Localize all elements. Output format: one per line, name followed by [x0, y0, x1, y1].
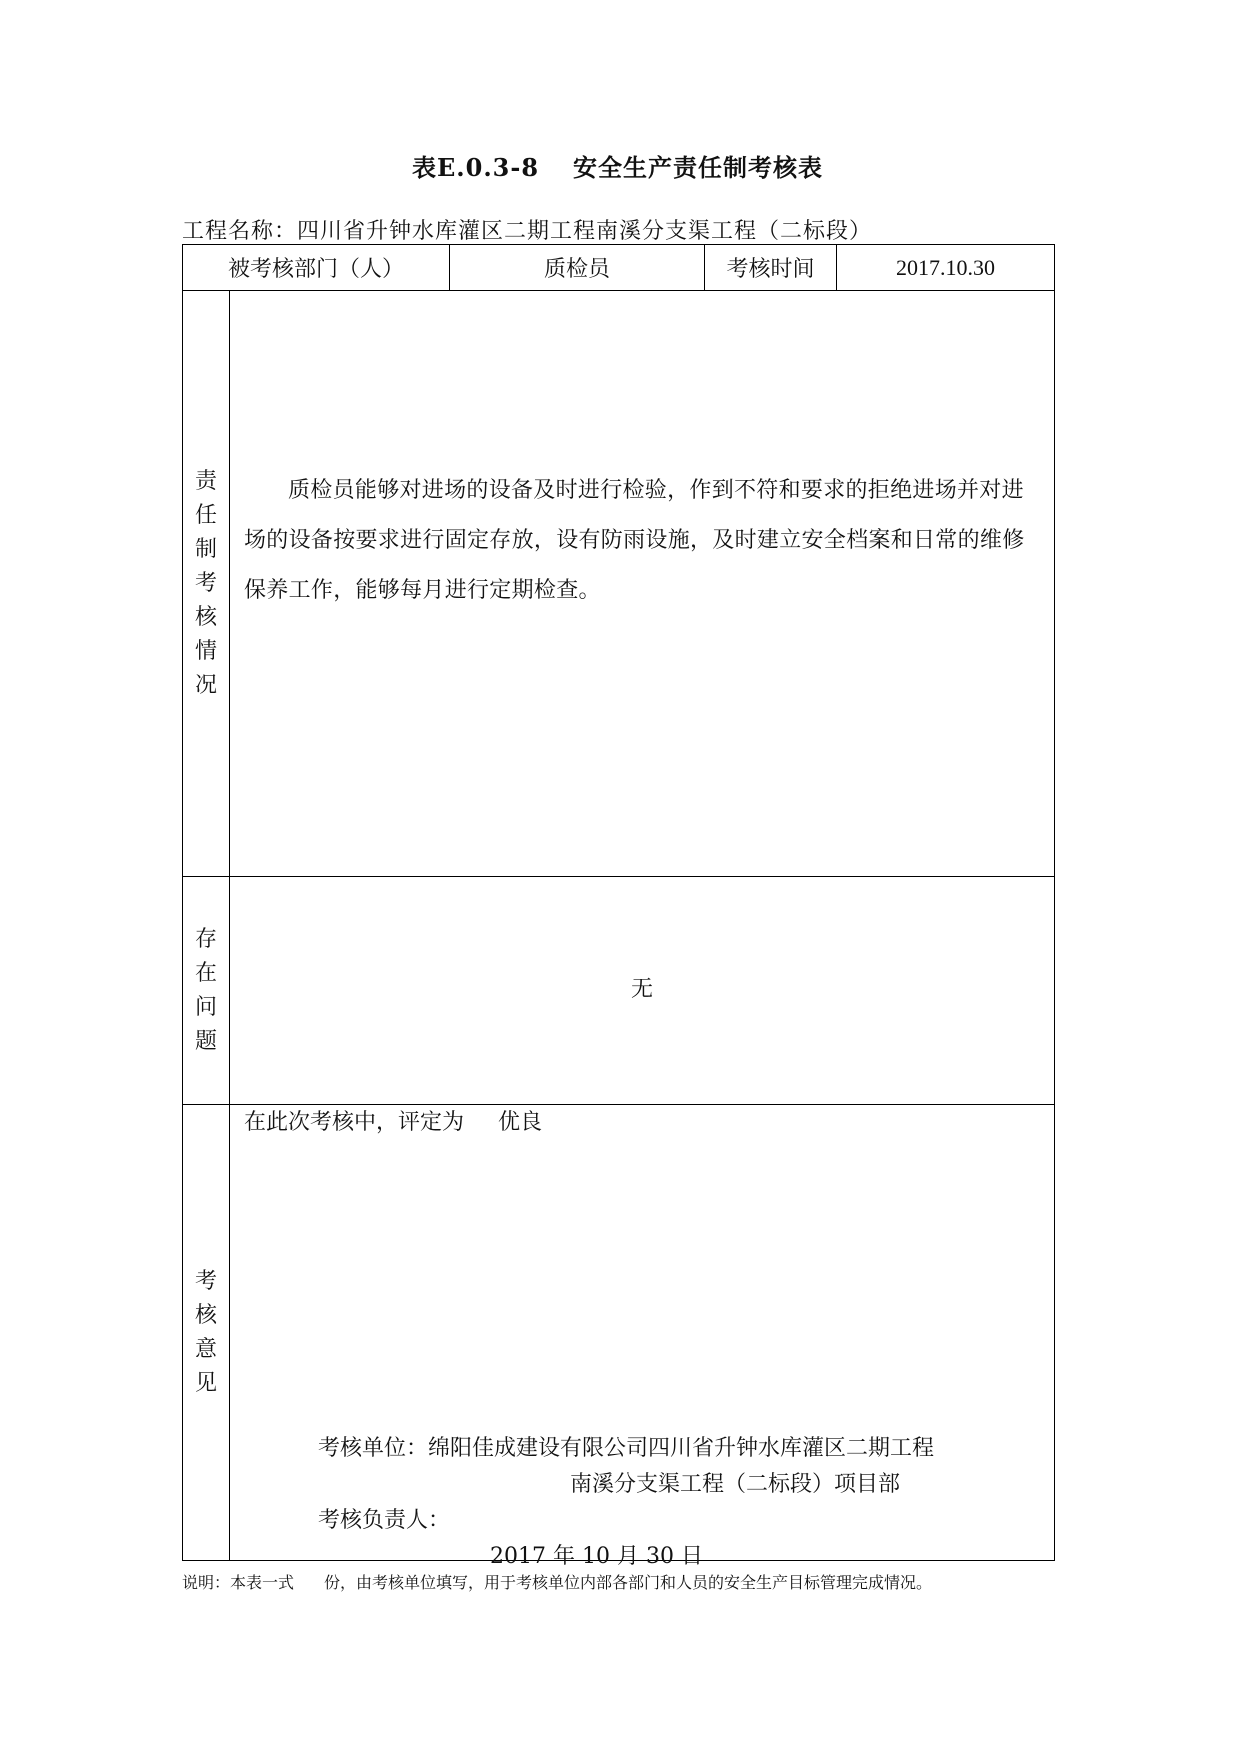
issues-label: [183, 877, 230, 1105]
header-row: [183, 245, 1055, 291]
time-value: 2017.10.30: [837, 245, 1055, 291]
rating-line: [244, 1105, 542, 1136]
issues-content-cell: [230, 877, 1055, 1105]
dept-value: 质检员: [450, 245, 705, 291]
label-char: 任: [194, 502, 217, 528]
assessment-table: [182, 244, 1055, 1569]
label-char: 情: [194, 638, 217, 664]
assessment-date: 2017 年 10 月 30 日: [490, 1544, 703, 1569]
responsibility-label: [183, 291, 230, 877]
label-char: 核: [194, 604, 217, 630]
opinion-section: [183, 1105, 1055, 1561]
table-code: 表E.0.3-8: [411, 153, 540, 182]
label-char: 况: [194, 672, 217, 698]
footnote: [182, 1570, 932, 1593]
issues-content: 无: [631, 977, 654, 1002]
label-char: 考: [194, 1268, 217, 1294]
label-char: 问: [194, 994, 217, 1020]
label-char: 考: [194, 570, 217, 596]
label-char: 见: [194, 1370, 217, 1396]
document-title: [0, 148, 1235, 183]
label-char: 核: [194, 1302, 217, 1328]
rating-prefix: 在此次考核中，评定为: [244, 1110, 465, 1135]
dept-label: 被考核部门（人）: [183, 245, 450, 291]
responsibility-content: 质检员能够对进场的设备及时进行检验，作到不符和要求的拒绝进场并对进场的设备按要求进行固定存放，设有防雨设施，及时建立安全档案和日常的维修保养工作，能够每月进行定期检查。: [244, 478, 1025, 603]
label-char: 在: [194, 960, 217, 986]
label-char: 责: [194, 468, 217, 494]
assessment-unit-line1: 考核单位：绵阳佳成建设有限公司四川省升钟水库灌区二期工程: [318, 1436, 935, 1461]
responsibility-content-cell: [230, 291, 1055, 877]
rating-value: 优良: [498, 1110, 543, 1135]
footnote-part2: 份，由考核单位填写，用于考核单位内部各部门和人员的安全生产目标管理完成情况。: [324, 1573, 933, 1592]
project-name: 工程名称：四川省升钟水库灌区二期工程南溪分支渠工程（二标段）: [182, 219, 873, 244]
label-char: 题: [194, 1028, 217, 1054]
assessment-unit-line2: 南溪分支渠工程（二标段）项目部: [570, 1472, 901, 1497]
responsibility-section: [183, 291, 1055, 877]
label-char: 存: [194, 926, 217, 952]
footnote-part1: 说明：本表一式: [182, 1573, 295, 1592]
label-char: 意: [194, 1336, 217, 1362]
opinion-label: [183, 1105, 230, 1561]
opinion-content-cell: [230, 1105, 1055, 1569]
table-name: 安全生产责任制考核表: [573, 153, 824, 182]
label-char: 制: [194, 536, 217, 562]
issues-section: [183, 877, 1055, 1105]
responsible-person: 考核负责人：: [318, 1508, 451, 1533]
time-label: 考核时间: [705, 245, 837, 291]
